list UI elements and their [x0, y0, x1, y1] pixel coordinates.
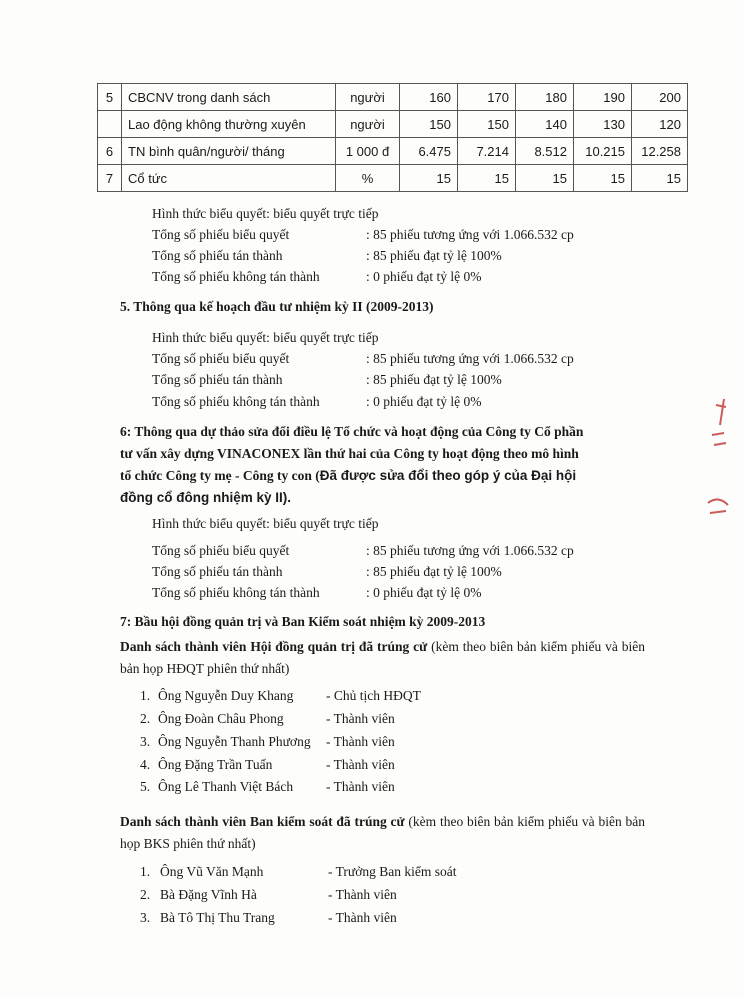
member-name: Ông Lê Thanh Việt Bách — [158, 779, 294, 794]
cell-value: 140 — [516, 111, 574, 138]
row-label: CBCNV trong danh sách — [122, 84, 336, 111]
item-number: 3. — [140, 910, 151, 925]
cell-value: 10.215 — [574, 138, 632, 165]
vote-yes-label: Tổng số phiếu tán thành — [152, 248, 283, 263]
row-label: TN bình quân/người/ tháng — [122, 138, 336, 165]
cell-value: 15 — [574, 165, 632, 192]
member-role: - Thành viên — [328, 887, 397, 902]
member-role: - Trưởng Ban kiểm soát — [328, 864, 457, 879]
list-item — [140, 757, 395, 773]
list-item — [140, 688, 421, 704]
cell-value: 170 — [458, 84, 516, 111]
vote-total-row — [152, 227, 672, 243]
cell-value: 15 — [458, 165, 516, 192]
section-6-line: 6: Thông qua dự thảo sửa đổi điều lệ Tổ chức và hoạt động của Công ty Cổ phần — [120, 424, 584, 439]
member-role: - Thành viên — [328, 910, 397, 925]
control-intro-note: (kèm theo biên bản kiểm phiếu và biên bản họp BKS phiên thứ nhất) — [120, 814, 645, 851]
cell-value: 7.214 — [458, 138, 516, 165]
row-unit: % — [336, 165, 400, 192]
row-label: Lao động không thường xuyên — [122, 111, 336, 138]
vote-method: Hình thức biểu quyết: biểu quyết trực tiếp — [152, 516, 379, 531]
member-name: Ông Đoàn Châu Phong — [158, 711, 284, 726]
section-5-heading: 5. Thông qua kế hoạch đầu tư nhiệm kỳ II (2009-2013) — [120, 299, 434, 314]
vote-total-value: : 85 phiếu tương ứng với 1.066.532 cp — [366, 543, 574, 558]
item-number: 1. — [140, 688, 151, 703]
table-row — [98, 138, 688, 165]
vote-yes-row — [152, 248, 672, 264]
section-6-line: đồng cổ đông nhiệm kỳ II). — [120, 490, 291, 505]
vote-total-label: Tổng số phiếu biểu quyết — [152, 543, 290, 558]
table-row — [98, 165, 688, 192]
vote-no-value: : 0 phiếu đạt tỷ lệ 0% — [366, 269, 482, 284]
vote-total-value: : 85 phiếu tương ứng với 1.066.532 cp — [366, 227, 574, 242]
row-number: 5 — [98, 84, 122, 111]
cell-value: 12.258 — [632, 138, 688, 165]
vote-total-label: Tổng số phiếu biểu quyết — [152, 351, 290, 366]
row-number — [98, 111, 122, 138]
table-row — [98, 84, 688, 111]
cell-value: 8.512 — [516, 138, 574, 165]
cell-value: 200 — [632, 84, 688, 111]
cell-value: 150 — [458, 111, 516, 138]
member-role: - Thành viên — [326, 734, 395, 749]
cell-value: 190 — [574, 84, 632, 111]
cell-value: 15 — [632, 165, 688, 192]
section-6-note: Đã được sửa đổi theo góp ý của Đại hội — [319, 468, 577, 483]
stamp-fragment — [702, 395, 732, 528]
vote-yes-value: : 85 phiếu đạt tỷ lệ 100% — [366, 248, 502, 263]
section-6-line: tư vấn xây dựng VINACONEX lần thứ hai của Công ty hoạt động theo mô hình — [120, 446, 579, 461]
cell-value: 150 — [400, 111, 458, 138]
vote-no-label: Tổng số phiếu không tán thành — [152, 269, 320, 284]
vote-total-value: : 85 phiếu tương ứng với 1.066.532 cp — [366, 351, 574, 366]
board-intro-title: Danh sách thành viên Hội đồng quản trị đã trúng cử — [120, 639, 428, 654]
section-6-heading — [120, 421, 645, 509]
row-unit: người — [336, 111, 400, 138]
vote-total-row — [152, 543, 672, 559]
vote-total-label: Tổng số phiếu biểu quyết — [152, 227, 290, 242]
row-label: Cổ tức — [122, 165, 336, 192]
vote-no-label: Tổng số phiếu không tán thành — [152, 394, 320, 409]
vote-method: Hình thức biểu quyết: biểu quyết trực tiếp — [152, 330, 379, 345]
member-role: - Thành viên — [326, 757, 395, 772]
row-unit: người — [336, 84, 400, 111]
member-role: - Thành viên — [326, 711, 395, 726]
member-role: - Chủ tịch HĐQT — [326, 688, 421, 703]
item-number: 2. — [140, 887, 151, 902]
vote-method: Hình thức biểu quyết: biểu quyết trực tiếp — [152, 206, 379, 221]
vote-yes-row — [152, 564, 672, 580]
indicator-table — [97, 83, 688, 192]
section-7-heading: 7: Bầu hội đồng quản trị và Ban Kiểm soát nhiệm kỳ 2009-2013 — [120, 614, 486, 629]
cell-value: 15 — [400, 165, 458, 192]
list-item — [140, 887, 397, 903]
vote-yes-label: Tổng số phiếu tán thành — [152, 372, 283, 387]
cell-value: 6.475 — [400, 138, 458, 165]
vote-no-label: Tổng số phiếu không tán thành — [152, 585, 320, 600]
cell-value: 160 — [400, 84, 458, 111]
member-name: Ông Nguyễn Duy Khang — [158, 688, 294, 703]
list-item — [140, 864, 456, 880]
member-name: Ông Vũ Văn Mạnh — [160, 864, 264, 879]
item-number: 2. — [140, 711, 151, 726]
list-item — [140, 910, 397, 926]
board-intro — [120, 636, 645, 680]
vote-yes-value: : 85 phiếu đạt tỷ lệ 100% — [366, 564, 502, 579]
stamp-mark-icon — [702, 395, 732, 525]
table-row — [98, 111, 688, 138]
list-item — [140, 734, 395, 750]
item-number: 1. — [140, 864, 151, 879]
member-name: Bà Tô Thị Thu Trang — [160, 910, 275, 925]
vote-yes-label: Tổng số phiếu tán thành — [152, 564, 283, 579]
vote-total-row — [152, 351, 672, 367]
list-item — [140, 779, 395, 795]
item-number: 3. — [140, 734, 151, 749]
cell-value: 120 — [632, 111, 688, 138]
item-number: 5. — [140, 779, 151, 794]
member-name: Ông Đặng Trần Tuấn — [158, 757, 273, 772]
vote-yes-value: : 85 phiếu đạt tỷ lệ 100% — [366, 372, 502, 387]
member-name: Bà Đặng Vĩnh Hà — [160, 887, 257, 902]
section-6-text: tổ chức Công ty mẹ - Công ty con ( — [120, 468, 320, 483]
vote-no-row — [152, 394, 672, 410]
vote-yes-row — [152, 372, 672, 388]
cell-value: 130 — [574, 111, 632, 138]
row-number: 6 — [98, 138, 122, 165]
list-item — [140, 711, 395, 727]
cell-value: 180 — [516, 84, 574, 111]
section-6-line — [120, 465, 645, 487]
vote-no-row — [152, 585, 672, 601]
vote-no-value: : 0 phiếu đạt tỷ lệ 0% — [366, 585, 482, 600]
row-number: 7 — [98, 165, 122, 192]
row-unit: 1 000 đ — [336, 138, 400, 165]
control-intro-title: Danh sách thành viên Ban kiểm soát đã trúng cử — [120, 814, 405, 829]
board-intro-note: (kèm theo biên bản kiểm phiếu và biên bản họp HĐQT phiên thứ nhất) — [120, 639, 645, 676]
vote-no-row — [152, 269, 672, 285]
member-name: Ông Nguyễn Thanh Phương — [158, 734, 311, 749]
cell-value: 15 — [516, 165, 574, 192]
item-number: 4. — [140, 757, 151, 772]
vote-no-value: : 0 phiếu đạt tỷ lệ 0% — [366, 394, 482, 409]
control-intro — [120, 811, 645, 855]
member-role: - Thành viên — [326, 779, 395, 794]
